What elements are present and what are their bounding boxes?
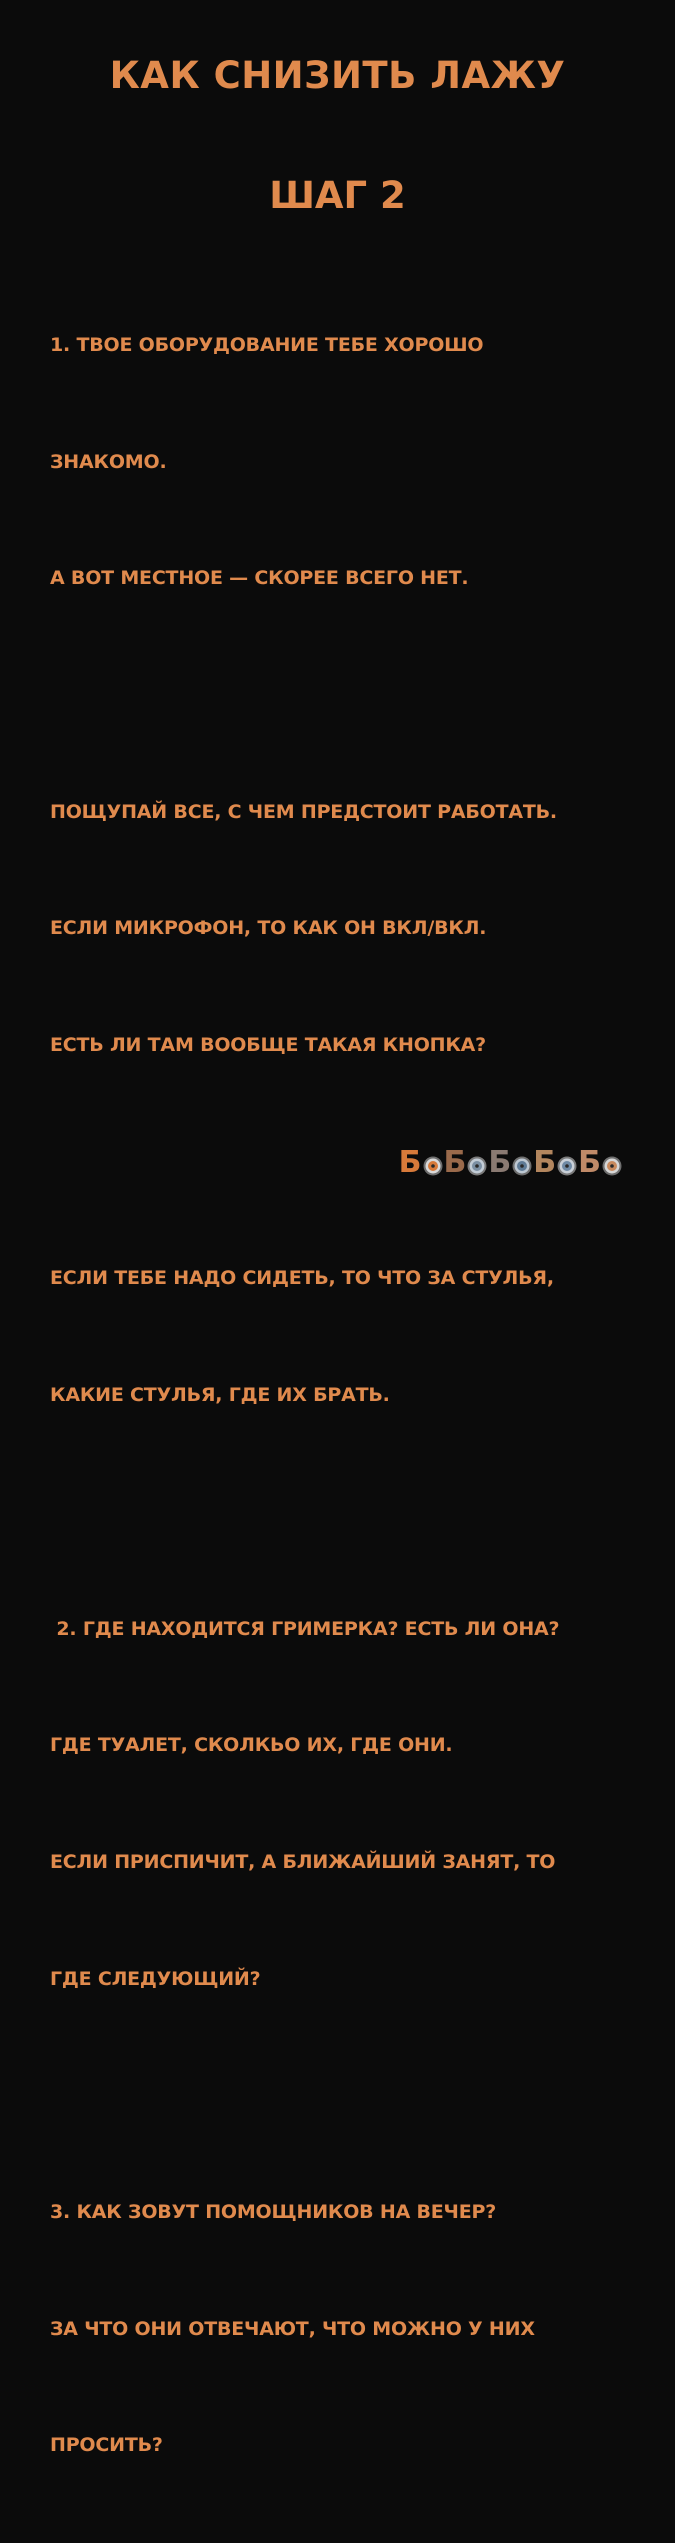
- text-line: ГДЕ ТУАЛЕТ, СКОЛКЬО ИХ, ГДЕ ОНИ.: [50, 1734, 453, 1757]
- logo-unit: [398, 1145, 444, 1180]
- text-line: [50, 1493, 650, 1532]
- logo-letter: Б: [578, 1145, 601, 1180]
- step-subtitle: ШАГ 2: [269, 174, 406, 217]
- text-line: [50, 2076, 650, 2115]
- logo-unit: [443, 1145, 489, 1180]
- vinyl-record-icon: [557, 1156, 577, 1176]
- logo-unit: [488, 1145, 533, 1180]
- text-line: ЕСЛИ ПРИСПИЧИТ, А БЛИЖАЙШИЙ ЗАНЯТ, ТО: [50, 1850, 556, 1873]
- text-line: ПРОСИТЬ?: [50, 2434, 163, 2457]
- logo-letter: Б: [443, 1145, 467, 1180]
- body-text: [50, 248, 650, 2543]
- text-line: ЗА ЧТО ОНИ ОТВЕЧАЮТ, ЧТО МОЖНО У НИХ: [50, 2317, 535, 2340]
- logo-letter: Б: [398, 1145, 422, 1180]
- text-line: ЕСЛИ ТЕБЕ НАДО СИДЕТЬ, ТО ЧТО ЗА СТУЛЬЯ,: [50, 1267, 554, 1290]
- text-line: [50, 676, 650, 715]
- page-title: КАК СНИЗИТЬ ЛАЖУ: [109, 54, 566, 97]
- vinyl-record-icon: [602, 1156, 622, 1176]
- vinyl-record-icon: [512, 1156, 532, 1176]
- text-line: 3. КАК ЗОВУТ ПОМОЩНИКОВ НА ВЕЧЕР?: [50, 2201, 497, 2224]
- text-line: А ВОТ МЕСТНОЕ — СКОРЕЕ ВСЕГО НЕТ.: [50, 567, 469, 590]
- text-line: ГДЕ СЛЕДУЮЩИЙ?: [50, 1967, 261, 1990]
- text-line: ПОЩУПАЙ ВСЕ, С ЧЕМ ПРЕДСТОИТ РАБОТАТЬ.: [50, 800, 557, 823]
- text-line: ЕСТЬ ЛИ ТАМ ВООБЩЕ ТАКАЯ КНОПКА?: [50, 1034, 486, 1057]
- logo-unit: [533, 1145, 578, 1180]
- logo-unit: [578, 1145, 623, 1180]
- text-line: ЕСЛИ МИКРОФОН, ТО КАК ОН ВКЛ/ВКЛ.: [50, 917, 487, 940]
- vinyl-record-icon: [467, 1156, 487, 1176]
- logo-letter: Б: [488, 1145, 512, 1180]
- text-line: 1. ТВОЕ ОБОРУДОВАНИЕ ТЕБЕ ХОРОШО: [50, 333, 484, 356]
- brand-logo: [398, 1145, 623, 1180]
- text-line: КАКИЕ СТУЛЬЯ, ГДЕ ИХ БРАТЬ.: [50, 1384, 390, 1407]
- text-line: ЗНАКОМО.: [50, 450, 167, 473]
- text-line: 2. ГДЕ НАХОДИТСЯ ГРИМЕРКА? ЕСТЬ ЛИ ОНА?: [50, 1617, 560, 1640]
- vinyl-record-icon: [423, 1156, 443, 1176]
- logo-letter: Б: [533, 1145, 557, 1180]
